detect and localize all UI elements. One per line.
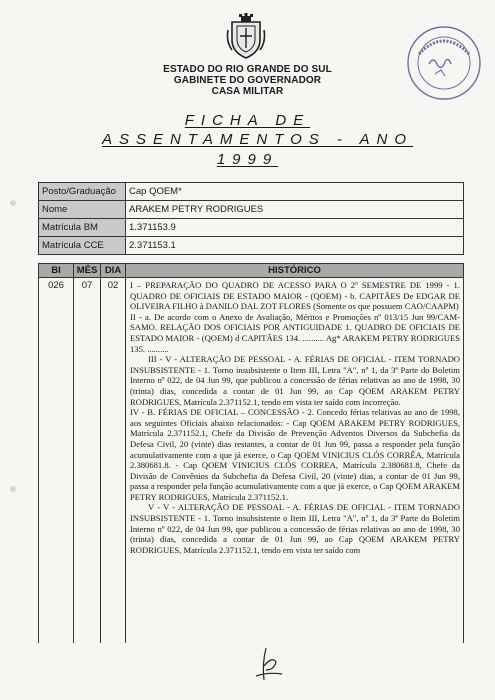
punch-hole xyxy=(10,200,16,206)
history-entry-row xyxy=(39,278,464,644)
column-header-bi: BI xyxy=(39,264,74,278)
punch-hole xyxy=(10,486,16,492)
coat-of-arms-icon xyxy=(226,12,266,60)
info-row-registration-cce xyxy=(39,237,464,255)
info-row-rank xyxy=(39,183,464,201)
history-paragraph: V - V - ALTERAÇÃO DE PESSOAL - A. FÉRIAS DE OFICIAL - ITEM TORNADO INSUBSISTENTE - 1. Torno insubsistente o Item III, Letra "A", nº 1, da 3ª Parte do Boletim Interno nº 022, de 04 Jun 99, que publicou a concessão de férias relativas ao ano de 1998, 30 (trinta) dias, concedida a contar de 01 Jun 99, ao Cap QOEM ARAKEM PETRY RODRIGUES, Matrícula 2.371152.1, tendo em vista ter saído com xyxy=(130,502,460,555)
history-paragraph: II - a. De acordo com o Anexo de Avaliação, Méritos e Promoções nº 013/15 Jun 99/CAM-SAMO. RELAÇÃO DOS OFICIAIS POR ANTIGUIDADE 1. QUADRO DE OFICIAIS DE ESTADO MAIOR - (QOEM) d CAPITÃES 134. .......... Ag* ARAKEM PETRY RODRIGUES 135. .......... xyxy=(130,311,460,354)
handwritten-signature xyxy=(252,646,286,682)
info-label: Matrícula BM xyxy=(39,219,126,237)
entry-day: 02 xyxy=(101,278,126,644)
personal-info-table xyxy=(38,182,464,255)
info-label: Nome xyxy=(39,201,126,219)
document-title-line2: ASSENTAMENTOS - ANO xyxy=(101,131,414,148)
history-table xyxy=(38,263,464,643)
org-department-name: CASA MILITAR xyxy=(211,86,284,97)
info-row-registration-bm xyxy=(39,219,464,237)
entry-bi: 026 xyxy=(39,278,74,644)
info-label: Matrícula CCE xyxy=(39,237,126,255)
history-paragraph: I – PREPARAÇÃO DO QUADRO DE ACESSO PARA O 2º SEMESTRE DE 1999 - 1. QUADRO DE OFICIAIS DE ESTADO MAIOR - (QOEM) - b. CAPITÃES De EDGAR DE OLIVEIRA FILHO à DANILO DAL ZOT FLORES (Somente os que possuem CAO/CAAPM) xyxy=(130,280,460,312)
column-header-history: HISTÓRICO xyxy=(126,264,464,278)
document-title-line1: FICHA DE xyxy=(184,112,311,129)
entry-history-text xyxy=(126,278,464,644)
info-value: Cap QOEM* xyxy=(126,183,464,201)
org-state-name: ESTADO DO RIO GRANDE DO SUL xyxy=(163,64,332,75)
info-row-name xyxy=(39,201,464,219)
document-title-year: 1999 xyxy=(216,151,279,168)
history-paragraph: III - V - ALTERAÇÃO DE PESSOAL - A. FÉRIAS DE OFICIAL - ITEM TORNADO INSUBSISTENTE - 1. Torno insubsistente o Item III, Letra "A", nº 1, da 3ª Parte do Boletim Interno nº 022, de 04 Jun 99, que publicou a concessão de férias relativas ao ano de 1998, 30 (trinta) dias, concedida a contar de 01 Jun 99, ao Cap QOEM ARAKEM PETRY RODRIGUES, Matrícula 2.371152.1, tendo em vista ter saído com incorreção. xyxy=(130,354,460,407)
entry-month: 07 xyxy=(74,278,101,644)
info-label: Posto/Graduação xyxy=(39,183,126,201)
history-header-row xyxy=(39,264,464,278)
column-header-month: MÊS xyxy=(74,264,101,278)
info-value: ARAKEM PETRY RODRIGUES xyxy=(126,201,464,219)
org-office-name: GABINETE DO GOVERNADOR xyxy=(173,75,322,86)
info-value: 1.371153.9 xyxy=(126,219,464,237)
column-header-day: DIA xyxy=(101,264,126,278)
info-value: 2.371153.1 xyxy=(126,237,464,255)
history-paragraph: IV - B. FÉRIAS DE OFICIAL – CONCESSÃO - 2. Concedo férias relativas ao ano de 1998, aos seguintes Oficiais abaixo relacionados: - Cap QOEM ARAKEM PETRY RODRIGUES, Matrícula 2.371152.1, Chefe da Divisão de Prevenção Adventos Diversos da Subchefia da Defesa Civil, 20 (vinte) dias restantes, a contar de 01 Jun 99, passa a responder pela função acumulativamente com a que já exerce, o Cap QOEM VINICIUS CLÓS CORRÊA, Matrícula 2.380681.8. - Cap QOEM VINICIUS CLÓS CORREA, Matrícula 2.380681.8, Chefe da Divisão de Convênios da Subchefia da Defesa Civil, 20 (vinte) dias, a contar de 01 Jun 99, passa a responder pela função acumulativamente com a que já exerce, o Cap QOEM ARAKEM PETRY RODRIGUES, Matrícula 2.371152.1. xyxy=(130,407,460,502)
